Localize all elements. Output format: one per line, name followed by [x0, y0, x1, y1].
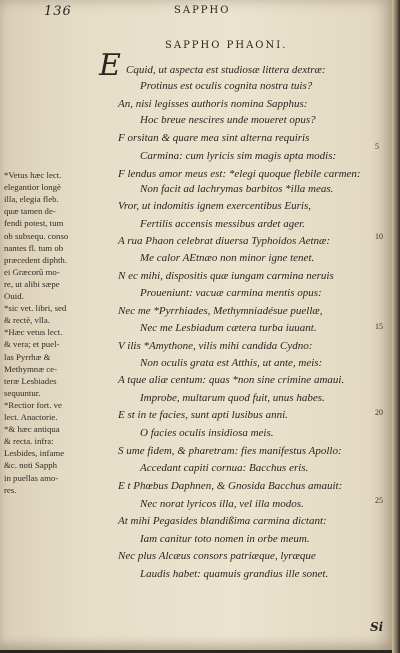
- marginal-note-line: Lesbides, infame: [4, 448, 65, 459]
- verse-line: At mihi Pegasides blandißima carmina dictant:: [118, 515, 327, 527]
- verse-line: Vror, ut indomitis ignem exercentibus Euris,: [118, 200, 311, 212]
- page-number: 136: [44, 4, 72, 19]
- page-header: [44, 4, 344, 18]
- verse-line: V ilis *Amythone, vilis mihi candida Cydno:: [118, 340, 313, 352]
- line-number: 5: [375, 142, 379, 151]
- verse-line: F lendus amor meus est: *elegi quoque flebile carmen:: [118, 168, 361, 180]
- verse-line: Cquid, ut aspecta est studiosæ littera dextræ:: [126, 64, 326, 76]
- verse-line: A tque aliæ centum: quas *non sine crimine amaui.: [118, 374, 345, 386]
- verse-line: Nec plus Alcæus consors patriæque, lyræque: [118, 550, 316, 562]
- verse-line: A rua Phaon celebrat diuersa Typhoidos Aetnæ:: [118, 235, 331, 247]
- marginal-note-line: teræ Lesbiades: [4, 375, 57, 386]
- verse-line: Iam canitur toto nomen in orbe meum.: [140, 533, 310, 545]
- verse-line: Protinus est oculis cognita nostra tuis?: [140, 80, 313, 92]
- marginal-note-line: res.: [4, 484, 17, 495]
- marginal-note-line: las Pyrrhæ &: [4, 351, 51, 362]
- marginal-note-line: *Hæc vetus lect.: [4, 327, 63, 338]
- verse-line: Non oculis grata est Atthis, ut ante, meis:: [140, 357, 323, 369]
- marginal-note-line: sequuntur.: [4, 387, 41, 398]
- verse-line: Laudis habet: quamuis grandius ille sonet.: [140, 568, 329, 580]
- verse-line: N ec mihi, dispositis quæ iungam carmina neruis: [118, 270, 334, 282]
- marginal-note-line: illa, elegia fleb.: [4, 194, 59, 205]
- running-title: SAPPHO: [174, 5, 231, 16]
- verse-line: Nec me *Pyrrhiades, Methymniadésue puellæ,: [118, 305, 323, 317]
- page-edge: [392, 0, 400, 653]
- verse-line: O facies oculis insidiosa meis.: [140, 427, 274, 439]
- verse-line: Fertilis accensis messibus ardet ager.: [140, 218, 305, 230]
- verse-line: Improbe, multarum quod fuit, unus habes.: [140, 392, 325, 404]
- marginal-note-line: elegantior longè: [4, 182, 61, 193]
- line-number: 10: [375, 232, 383, 241]
- marginal-note-line: & rectè, vlla.: [4, 315, 50, 326]
- marginal-note-line: nantes fl. tum ob: [4, 242, 64, 253]
- marginal-note-line: &c. noti Sapph: [4, 460, 58, 471]
- drop-cap: E: [99, 48, 121, 83]
- marginal-note-line: lect. Anactorie.: [4, 412, 58, 422]
- verse-line: Carmina: cum lyricis sim magis apta modis:: [140, 150, 337, 162]
- verse-line: E t Phœbus Daphnen, & Gnosida Bacchus amauit:: [118, 480, 343, 492]
- verse-line: E st in te facies, sunt apti lusibus anni.: [118, 409, 288, 421]
- verse-line: F orsitan & quare mea sint alterna requiris: [118, 132, 310, 144]
- catchword: Si: [370, 620, 384, 634]
- marginal-note-line: *Rectior fort. ve: [4, 399, 62, 410]
- verse-line: Me calor AEtnæo non minor igne tenet.: [140, 252, 315, 264]
- verse-line: Proueniunt: vacuæ carmina mentis opus:: [140, 287, 322, 299]
- verse-line: An, nisi legisses authoris nomina Sapphus:: [118, 98, 308, 110]
- line-number: 20: [375, 408, 383, 417]
- verse-line: Non facit ad lachrymas barbitos *illa meas.: [140, 183, 334, 195]
- marginal-note-line: *& hæc antiqua: [4, 424, 60, 435]
- verse-line: S ume fidem, & pharetram: fies manifestus Apollo:: [118, 445, 342, 457]
- marginal-note-line: ei Græcorū mo-: [4, 266, 60, 277]
- marginal-note-line: re, ut alibi sæpe: [4, 278, 60, 289]
- verse-line: Nec norat lyricos illa, vel illa modos.: [140, 498, 304, 510]
- line-number: 25: [375, 496, 383, 505]
- marginal-note-line: fendi potest, tum: [4, 218, 64, 229]
- verse-line: Accedant capiti cornua: Bacchus eris.: [140, 462, 309, 474]
- verse-line: Nec me Lesbiadum cætera turba iuuant.: [140, 322, 317, 334]
- marginal-note-line: *sic vet. libri, sed: [4, 303, 67, 314]
- marginal-note-line: & vera; et puel-: [4, 339, 60, 350]
- marginal-note-line: *Vetus hæc lect.: [4, 170, 62, 180]
- marginal-note-line: Ouid.: [4, 291, 24, 301]
- marginal-note-line: præcedent diphth.: [4, 254, 68, 265]
- poem-title: SAPPHO PHAONI.: [165, 40, 288, 51]
- marginal-note-line: quæ tamen de-: [4, 206, 56, 217]
- verse-line: Hoc breue nescires unde moueret opus?: [140, 114, 316, 126]
- marginal-note-line: ob subsequ. conso: [4, 230, 69, 241]
- marginal-note-line: in puellas amo-: [4, 472, 59, 483]
- marginal-note-line: & recta. infra:: [4, 436, 54, 447]
- line-number: 15: [375, 322, 383, 331]
- marginal-note-line: Methymnæ ce-: [4, 363, 58, 374]
